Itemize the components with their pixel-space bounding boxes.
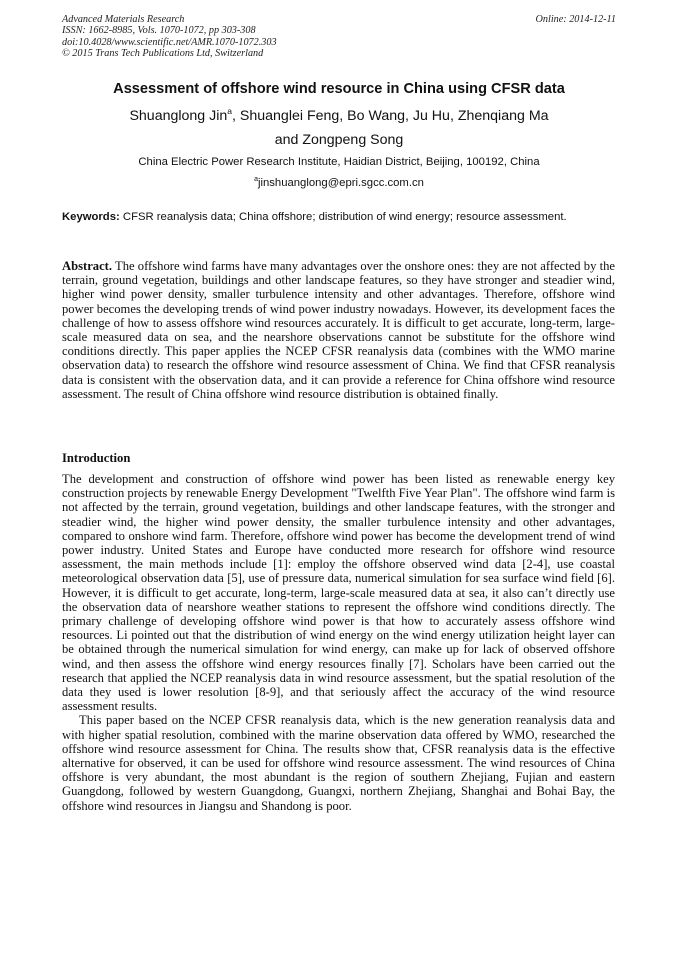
introduction-body: [62, 472, 615, 813]
abstract-label: Abstract.: [62, 259, 113, 273]
doi-line: doi:10.4028/www.scientific.net/AMR.1070-1072.303: [62, 36, 277, 48]
issn-line: ISSN: 1662-8985, Vols. 1070-1072, pp 303-308: [62, 25, 256, 37]
authors-line-2: and Zongpeng Song: [274, 132, 404, 148]
email-address: jinshuanglong@epri.sgcc.com.cn: [257, 177, 424, 189]
authors-rest: , Shuanglei Feng, Bo Wang, Ju Hu, Zhenqiang Ma: [232, 108, 549, 124]
abstract: [62, 259, 615, 401]
affiliation: China Electric Power Research Institute, Haidian District, Beijing, 100192, China: [138, 156, 540, 168]
keywords-label: Keywords:: [62, 211, 120, 223]
section-heading-introduction: Introduction: [62, 451, 131, 465]
author-email: [62, 176, 616, 190]
intro-paragraph-2: This paper based on the NCEP CFSR reanalysis data, which is the new generation reanalysis data and with higher spatial resolution, combined with the marine observation data offered by WMO, researched the offshore wind resource assessment for China. The results show that, CFSR reanalysis data is the effective alternative for observed, it can be used for offshore wind resource assessment. The wind resources of China offshore is very abundant, the most abundant is the region of southern Zhejiang, Fujian and eastern Guangdong, followed by western Guangdong, Guangxi, northern Zhejiang, Shanghai and Bohai Bay, the offshore wind resources in Jiangsu and Shandong is poor.: [62, 713, 615, 813]
keywords: [62, 211, 615, 225]
email-affil-mark: a: [254, 176, 258, 183]
author-first: Shuanglong Jin: [129, 108, 228, 124]
journal-name: Advanced Materials Research: [62, 14, 185, 25]
intro-paragraph-1: The development and construction of offshore wind power has been listed as renewable energy key construction projects by renewable Energy Development "Twelfth Five Year Plan". The offshore wind farm is not affected by the terrain, ground vegetation, buildings and other landscape features, with the stronger and steadier wind, the higher wind power density, the smaller turbulence intensity and other advantages, compared to onshore wind farm. Therefore, offshore wind power has become the development trend of wind power industry. United States and Europe have conducted more research for offshore wind resource assessment, the main methods include [1]: employ the offshore observed wind data [2-4], use coastal meteorological observation data [5], use of pressure data, numerical simulation for sea surface wind field [6]. However, it is difficult to get accurate, long-term, large-scale measured data at sea, it also can’t directly use the observation data of nearshore weather stations to represent the offshore wind conditions directly. The primary challenge of developing offshore wind power is that how to accurately assess offshore wind resources. Li pointed out that the distribution of wind energy on the wind energy utilization height layer can be obtained through the numerical simulation for wind energy, can make up for lack of observed offshore wind, and then assess the offshore wind energy resources finally [7]. Scholars have been carried out the research that applied the NCEP reanalysis data in wind resource assessment, but the spatial resolution of the data they used is lower resolution [8-9], and that seriously affect the accuracy of the wind resource assessment results.: [62, 472, 615, 714]
author-affil-mark: a: [227, 106, 233, 116]
keywords-text: CFSR reanalysis data; China offshore; distribution of wind energy; resource assessment.: [119, 211, 567, 223]
online-date: Online: 2014-12-11: [535, 14, 616, 25]
journal-header: [62, 14, 277, 60]
abstract-text: The offshore wind farms have many advantages over the onshore ones: they are not affected by the terrain, ground vegetation, buildings and other landscape features, so they have stronger and steadier wind, higher wind power density, smaller turbulence intensity and other advantages. Therefore, offshore wind power becomes the developing trends of wind power industry nowadays. However, its development faces the challenge of how to assess offshore wind resources accurately. It is difficult to get accurate, long-term, large-scale measured data on sea, and the nearshore observations cannot be substitute for the offshore wind conditions directly. This paper applies the NCEP CFSR reanalysis data (combines with the WMO marine observation data) to research the offshore wind resource assessment of China. We find that CFSR reanalysis data is consistent with the observation data, and it can provide a reference for China offshore wind resource assessment. The result of China offshore wind resource distribution is obtained finally.: [62, 259, 615, 401]
paper-title: Assessment of offshore wind resource in China using CFSR data: [113, 81, 565, 97]
author-list: [62, 104, 616, 152]
copyright-line: © 2015 Trans Tech Publications Ltd, Switzerland: [62, 48, 264, 60]
